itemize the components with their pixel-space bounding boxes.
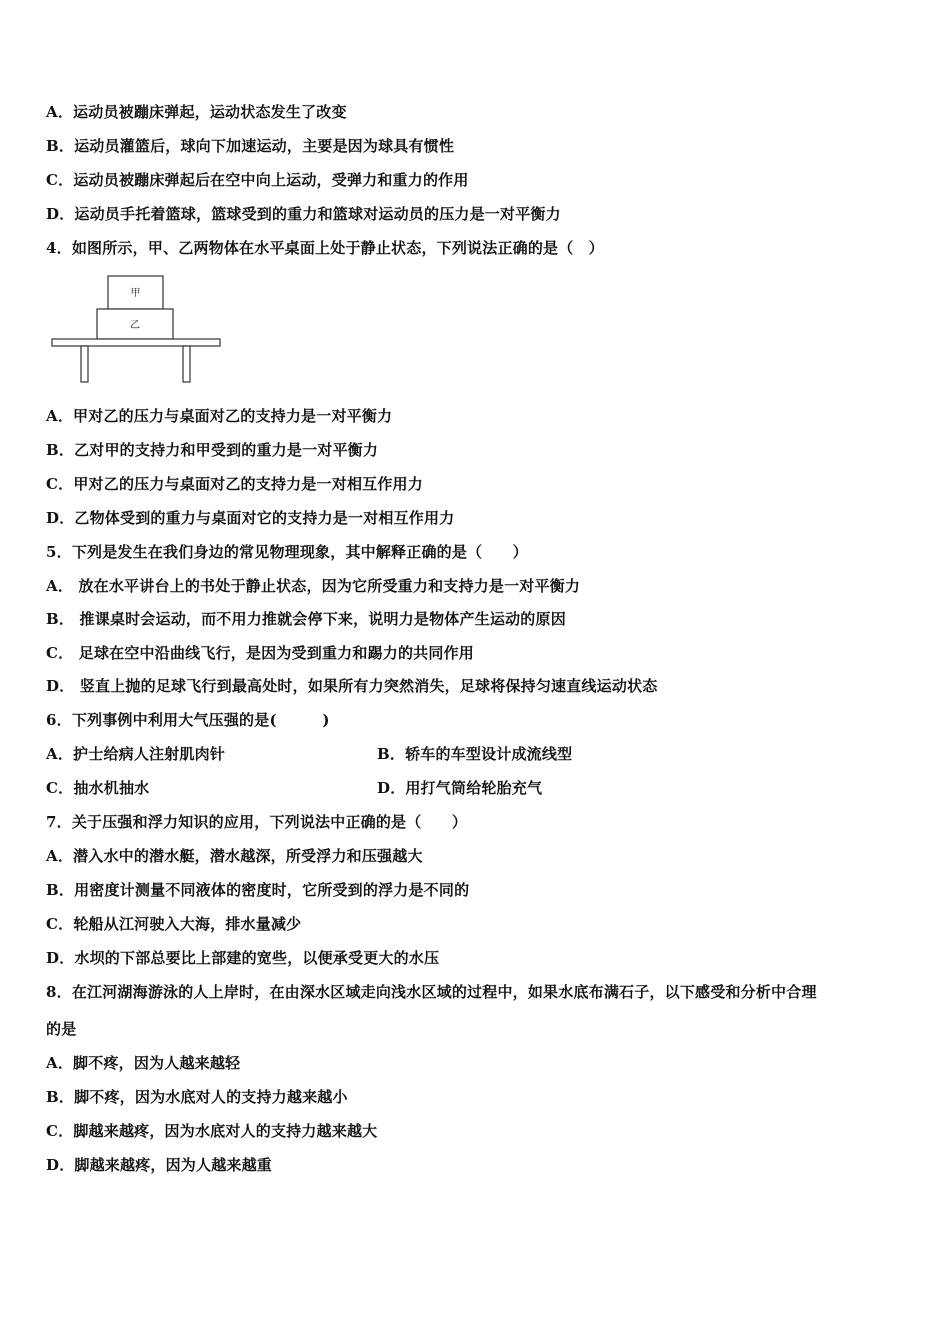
q6-option-b: B．轿车的车型设计成流线型 bbox=[377, 745, 573, 763]
q8-option-d: D．脚越来越疼，因为人越来越重 bbox=[46, 1156, 273, 1174]
q7-option-a: A．潜入水中的潜水艇，潜水越深，所受浮力和压强越大 bbox=[46, 847, 423, 865]
q8-option-c: C．脚越来越疼，因为水底对人的支持力越来越大 bbox=[46, 1122, 378, 1140]
q6-stem: 6．下列事例中利用大气压强的是( ) bbox=[46, 711, 330, 729]
q7-option-d: D．水坝的下部总要比上部建的宽些，以便承受更大的水压 bbox=[46, 949, 440, 967]
q4-option-d: D．乙物体受到的重力与桌面对它的支持力是一对相互作用力 bbox=[46, 509, 455, 527]
q5-option-d: D． 竖直上抛的足球飞行到最高处时，如果所有力突然消失，足球将保持匀速直线运动状态 bbox=[46, 677, 658, 695]
q8-stem-line2: 的是 bbox=[46, 1020, 77, 1038]
q4-option-b: B．乙对甲的支持力和甲受到的重力是一对平衡力 bbox=[46, 441, 379, 459]
table-top bbox=[52, 339, 220, 346]
q5-option-b: B． 推课桌时会运动，而不用力推就会停下来，说明力是物体产生运动的原因 bbox=[46, 610, 566, 628]
table-leg-left bbox=[81, 346, 88, 382]
q3-option-d: D．运动员手托着篮球，篮球受到的重力和篮球对运动员的压力是一对平衡力 bbox=[46, 205, 561, 223]
q5-option-a: A． 放在水平讲台上的书处于静止状态，因为它所受重力和支持力是一对平衡力 bbox=[46, 577, 581, 595]
q8-stem-line1: 8．在江河湖海游泳的人上岸时，在由深水区域走向浅水区域的过程中，如果水底布满石子，以下感受和分析中合理 bbox=[46, 983, 817, 1001]
q7-option-c: C．轮船从江河驶入大海，排水量减少 bbox=[46, 915, 302, 933]
q6-option-c: C．抽水机抽水 bbox=[46, 779, 150, 797]
q4-figure-table-blocks bbox=[50, 272, 222, 386]
q4-option-a: A．甲对乙的压力与桌面对乙的支持力是一对平衡力 bbox=[46, 407, 393, 425]
q7-option-b: B．用密度计测量不同液体的密度时，它所受到的浮力是不同的 bbox=[46, 881, 470, 899]
q3-option-c: C．运动员被蹦床弹起后在空中向上运动，受弹力和重力的作用 bbox=[46, 171, 469, 189]
q4-option-c: C．甲对乙的压力与桌面对乙的支持力是一对相互作用力 bbox=[46, 475, 423, 493]
q7-stem: 7．关于压强和浮力知识的应用，下列说法中正确的是（ ） bbox=[46, 813, 468, 831]
q8-option-b: B．脚不疼，因为水底对人的支持力越来越小 bbox=[46, 1088, 348, 1106]
block-yi-label: 乙 bbox=[130, 320, 140, 331]
q5-option-c: C． 足球在空中沿曲线飞行，是因为受到重力和踢力的共同作用 bbox=[46, 644, 474, 662]
q3-option-a: A．运动员被蹦床弹起，运动状态发生了改变 bbox=[46, 103, 347, 121]
q5-stem: 5．下列是发生在我们身边的常见物理现象，其中解释正确的是（ ） bbox=[46, 543, 528, 561]
block-jia-label: 甲 bbox=[130, 288, 141, 299]
q6-option-a: A．护士给病人注射肌肉针 bbox=[46, 745, 226, 763]
q6-option-d: D．用打气筒给轮胎充气 bbox=[377, 779, 543, 797]
table-leg-right bbox=[183, 346, 190, 382]
q8-option-a: A．脚不疼，因为人越来越轻 bbox=[46, 1054, 241, 1072]
q3-option-b: B．运动员灌篮后，球向下加速运动，主要是因为球具有惯性 bbox=[46, 137, 455, 155]
q4-stem: 4．如图所示，甲、乙两物体在水平桌面上处于静止状态，下列说法正确的是（ ） bbox=[46, 239, 604, 257]
